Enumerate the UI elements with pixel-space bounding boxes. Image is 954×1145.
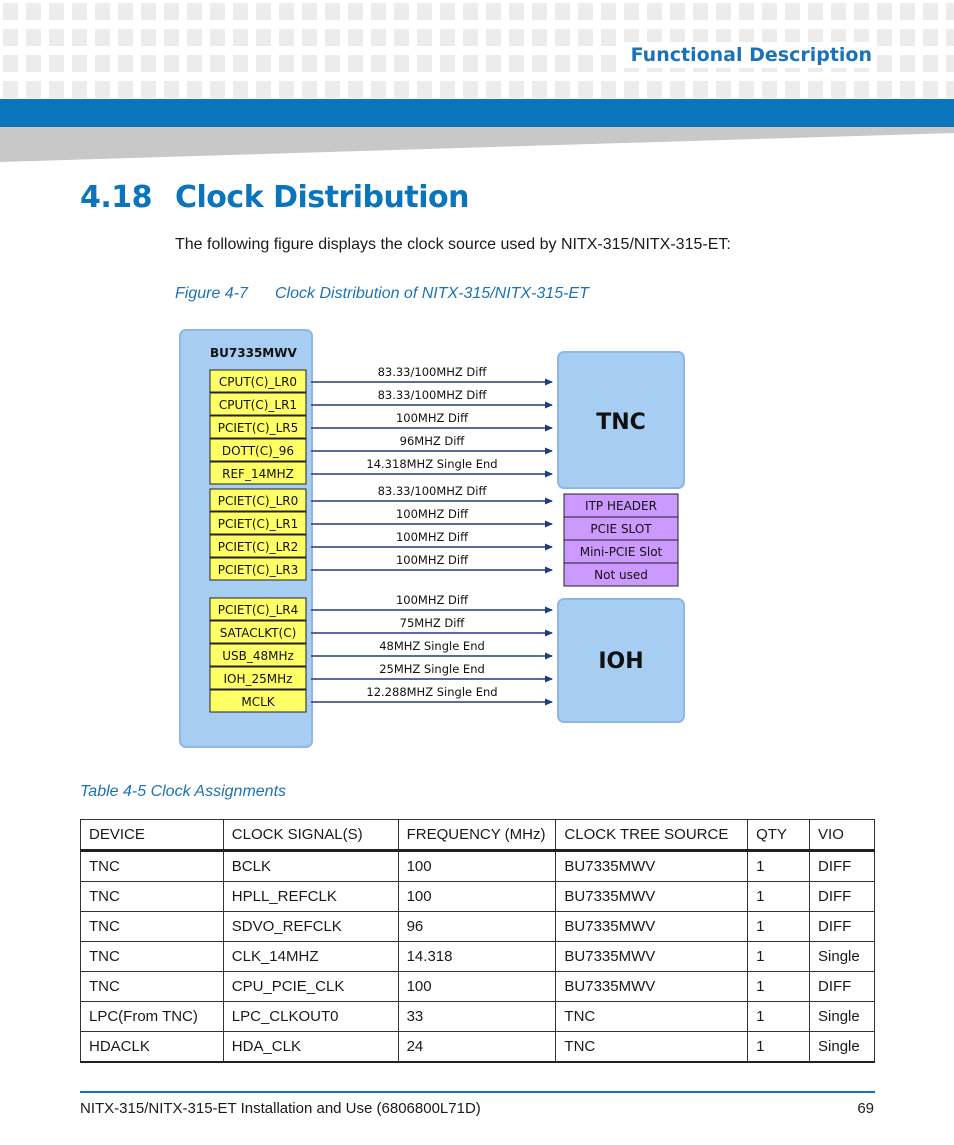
- intro-text: The following figure displays the clock source used by NITX-315/NITX-315-ET:: [175, 236, 731, 253]
- table-caption: Table 4-5 Clock Assignments: [80, 783, 287, 800]
- tnc-frequency-label: 100MHZ Diff: [395, 411, 469, 425]
- table-cell: HPLL_REFCLK: [223, 882, 398, 912]
- pcie-target-label: PCIE SLOT: [590, 522, 652, 536]
- table-row: [81, 1032, 875, 1063]
- table-cell: Single: [810, 1032, 875, 1063]
- table-cell: TNC: [81, 972, 224, 1002]
- table-cell: 1: [748, 882, 810, 912]
- tnc-frequency-label: 83.33/100MHZ Diff: [377, 388, 487, 402]
- ioh-signal-label: SATACLKT(C): [219, 626, 297, 640]
- table-cell: TNC: [556, 1032, 748, 1063]
- table-cell: CLK_14MHZ: [223, 942, 398, 972]
- pcie-frequency-label: 100MHZ Diff: [395, 553, 469, 567]
- pcie-target-label: Not used: [594, 568, 648, 582]
- figure-title: Clock Distribution of NITX-315/NITX-315-ET: [275, 285, 589, 302]
- table-cell: 1: [748, 851, 810, 882]
- column-header: CLOCK SIGNAL(S): [223, 820, 398, 851]
- table-cell: Single: [810, 1002, 875, 1032]
- column-header: FREQUENCY (MHz): [398, 820, 556, 851]
- table-row: [81, 882, 875, 912]
- figure-number: Figure 4-7: [175, 285, 248, 302]
- table-cell: LPC(From TNC): [81, 1002, 224, 1032]
- pcie-frequency-label: 100MHZ Diff: [395, 530, 469, 544]
- table-cell: HDACLK: [81, 1032, 224, 1063]
- ioh-signal-label: PCIET(C)_LR4: [217, 603, 299, 617]
- ioh-frequency-label: 25MHZ Single End: [379, 662, 485, 676]
- table-cell: HDA_CLK: [223, 1032, 398, 1063]
- ioh-signal-label: IOH_25MHz: [223, 672, 293, 686]
- table-cell: Single: [810, 942, 875, 972]
- table-cell: SDVO_REFCLK: [223, 912, 398, 942]
- clock-distribution-diagram: [170, 322, 700, 754]
- table-cell: 96: [398, 912, 556, 942]
- table-row: [81, 942, 875, 972]
- table-cell: BU7335MWV: [556, 912, 748, 942]
- ioh-label: IOH: [598, 649, 644, 674]
- table-cell: BU7335MWV: [556, 882, 748, 912]
- tnc-signal-label: DOTT(C)_96: [221, 444, 295, 458]
- ioh-frequency-label: 48MHZ Single End: [379, 639, 485, 653]
- column-header: DEVICE: [81, 820, 224, 851]
- footer-document-title: NITX-315/NITX-315-ET Installation and Use (6806800L71D): [80, 1100, 481, 1117]
- table-cell: 14.318: [398, 942, 556, 972]
- pcie-signal-label: PCIET(C)_LR3: [217, 563, 299, 577]
- section-heading: [80, 180, 469, 215]
- clock-assignments-table: [80, 819, 875, 1063]
- table-cell: CPU_PCIE_CLK: [223, 972, 398, 1002]
- table-cell: TNC: [81, 942, 224, 972]
- ioh-signal-label: USB_48MHz: [222, 649, 294, 663]
- table-cell: BU7335MWV: [556, 942, 748, 972]
- footer-rule: [80, 1091, 875, 1093]
- table-cell: DIFF: [810, 912, 875, 942]
- pcie-signal-label: PCIET(C)_LR2: [217, 540, 299, 554]
- ioh-frequency-label: 12.288MHZ Single End: [366, 685, 498, 699]
- table-cell: LPC_CLKOUT0: [223, 1002, 398, 1032]
- source-chip-label: BU7335MWV: [210, 346, 297, 360]
- section-number: 4.18: [80, 180, 153, 215]
- section-header: Functional Description: [621, 42, 872, 68]
- table-row: [81, 912, 875, 942]
- ioh-frequency-label: 100MHZ Diff: [395, 593, 469, 607]
- table-cell: 1: [748, 942, 810, 972]
- table-cell: 24: [398, 1032, 556, 1063]
- table-cell: BCLK: [223, 851, 398, 882]
- table-cell: BU7335MWV: [556, 851, 748, 882]
- table-cell: DIFF: [810, 972, 875, 1002]
- column-header: QTY: [748, 820, 810, 851]
- table-row: [81, 972, 875, 1002]
- table-cell: 1: [748, 972, 810, 1002]
- pcie-signal-label: PCIET(C)_LR1: [217, 517, 299, 531]
- header-blue-bar: [0, 99, 954, 127]
- pcie-frequency-label: 100MHZ Diff: [395, 507, 469, 521]
- table-cell: DIFF: [810, 851, 875, 882]
- section-title: Clock Distribution: [175, 180, 469, 215]
- tnc-frequency-label: 14.318MHZ Single End: [366, 457, 498, 471]
- table-cell: 1: [748, 1002, 810, 1032]
- table-row: [81, 851, 875, 882]
- pcie-target-label: Mini-PCIE Slot: [579, 545, 663, 559]
- table-header-row: [81, 820, 875, 851]
- pcie-target-label: ITP HEADER: [585, 499, 657, 513]
- table-cell: 100: [398, 972, 556, 1002]
- table-cell: 1: [748, 912, 810, 942]
- table-cell: 100: [398, 851, 556, 882]
- pcie-frequency-label: 83.33/100MHZ Diff: [377, 484, 487, 498]
- table-row: [81, 1002, 875, 1032]
- tnc-signal-label: CPUT(C)_LR0: [218, 375, 298, 389]
- page-number: 69: [857, 1100, 874, 1117]
- tnc-frequency-label: 96MHZ Diff: [399, 434, 465, 448]
- table-cell: BU7335MWV: [556, 972, 748, 1002]
- tnc-signal-label: REF_14MHZ: [222, 467, 294, 481]
- tnc-signal-label: CPUT(C)_LR1: [218, 398, 298, 412]
- header-grey-wedge: [0, 127, 954, 163]
- tnc-signal-label: PCIET(C)_LR5: [217, 421, 299, 435]
- table-cell: 100: [398, 882, 556, 912]
- table-cell: TNC: [81, 882, 224, 912]
- tnc-frequency-label: 83.33/100MHZ Diff: [377, 365, 487, 379]
- table-cell: TNC: [81, 912, 224, 942]
- table-cell: 33: [398, 1002, 556, 1032]
- tnc-label: TNC: [596, 410, 646, 435]
- ioh-frequency-label: 75MHZ Diff: [399, 616, 465, 630]
- figure-caption: [175, 285, 589, 303]
- column-header: CLOCK TREE SOURCE: [556, 820, 748, 851]
- table-cell: 1: [748, 1032, 810, 1063]
- table-cell: DIFF: [810, 882, 875, 912]
- table-cell: TNC: [81, 851, 224, 882]
- pcie-signal-label: PCIET(C)_LR0: [217, 494, 299, 508]
- table-cell: TNC: [556, 1002, 748, 1032]
- column-header: VIO: [810, 820, 875, 851]
- ioh-signal-label: MCLK: [241, 695, 275, 709]
